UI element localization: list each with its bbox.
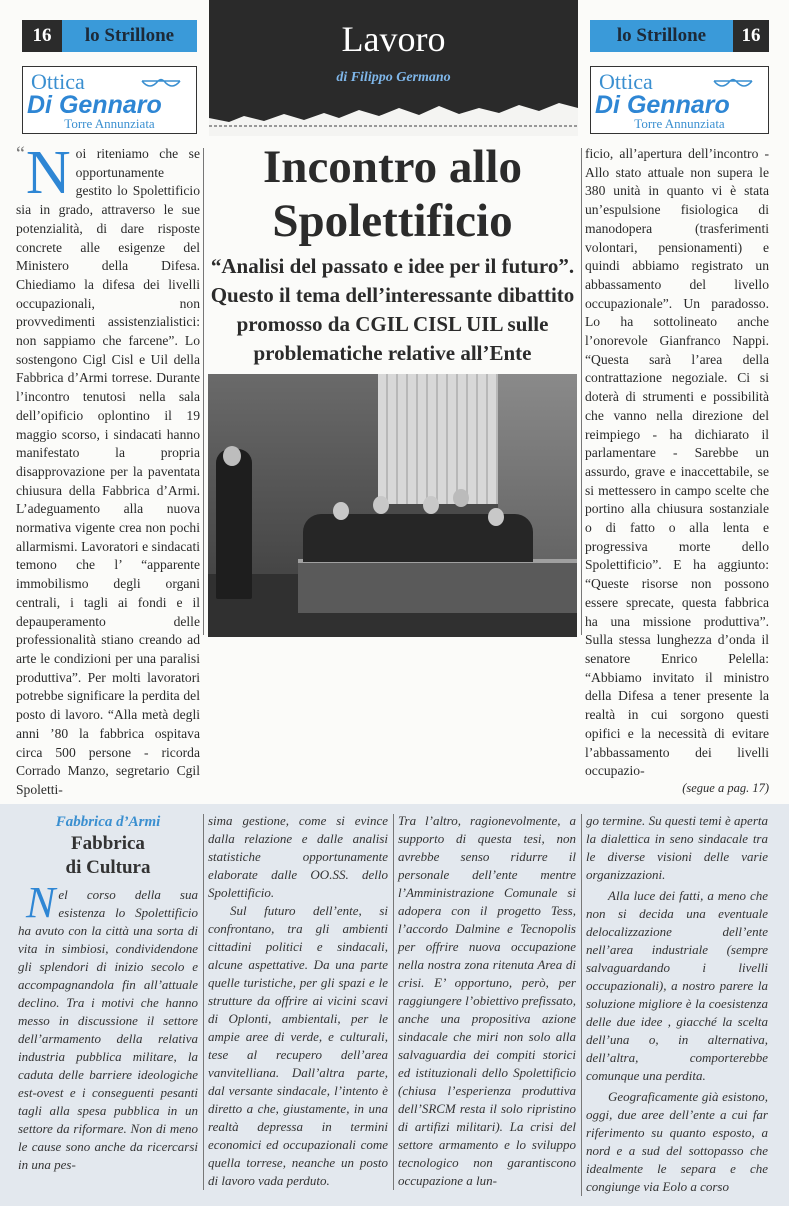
ad-line2: Di Gennaro [595, 91, 730, 119]
ad-line3: Torre Annunziata [64, 116, 155, 131]
article-text: oi riteniamo che se opportunamente gestito lo Spolettificio sia in grado, attraverso le sue potenzialità, di dare risposte concrete alle esigenze del Ministero della Difesa. Chiediamo la difesa dei livelli occupazionali, non provvedimenti assistenzialistici: non sappiamo che farcene”. Lo sostengono Cigl Cisl e Uil della Fabbrica d’Armi torrese. Durante l’incontro tenutosi nella sala dell’opificio oplontino il 19 maggio scorso, i sindacati hanno manifestato la propria disapprovazione per la paventata chiusura della Fabbrica d’Armi. L’adeguamento alla nuova normativa vigente crea non pochi allarmismi. Lavoratori e sindacati temono che l’ “apparente immobilismo degli organi centrali, i tagli ai fondi e il depauperamento delle professionalità stiano creando ad arte le condizioni per una paralisi produttiva”. Per molti lavoratori potrebbe significare la perdita del posto di lavoro. “Alla metà degli anni ’80 la fabbrica ospitava circa 500 persone - ricorda Corrado Manzo, segretario Cgil Spoletti- [16, 146, 200, 797]
sidebar-title-line1: Fabbrica [71, 832, 145, 854]
page-header-right [590, 20, 769, 52]
sidebar-paragraph: go termine. Su questi temi è aperta la dialettica in seno sindacale tra le diverse visioni delle varie organizzazioni. [586, 812, 768, 882]
article-photo [208, 374, 577, 637]
open-quote: “ [16, 143, 25, 165]
article-column-left [16, 139, 200, 800]
page-number: 16 [733, 20, 769, 52]
sidebar-text: el corso della sua esistenza lo Spolettificio ha avuto con la città una sorta di vita in simbiosi, condividendone gli splendori di inizio secolo e accompagnandola fin all’attuale declino. Tra i motivi che hanno messo in discussione il settore dell’armamento della relativa industria pubblica militare, la caduta delle barriere ideologiche est-ovest e i conseguenti pesanti tagli alla spesa pubblica in un settore da riformare. Non di meno le cause sono anche da ricercarsi in una pes- [18, 886, 198, 1172]
sidebar-paragraph: Alla luce dei fatti, a meno che non si decida una eventuale delocalizzazione dell’ente nell’area industriale (sempre salvaguardando i livelli occupazionali), a nostro parere la soluzione migliore è la coesistenza delle due idee , giacché la scelta dell’una o, in alternativa, dell’altra, comporterebbe comunque una perdita. [586, 887, 768, 1083]
main-article [0, 140, 789, 800]
sidebar-title-line2: di Cultura [65, 856, 151, 878]
article-column-right [585, 145, 769, 796]
paper-name: lo Strillone [590, 20, 733, 52]
sidebar-column-4 [586, 812, 768, 1196]
sidebar-paragraph: Geograficamente già esistono, oggi, due aree dell’ente a cui far riferimento su quanto esposto, a nord e a sud del sottopasso che idealmente le separa e che congiunge via Eolo a corso [586, 1088, 768, 1194]
kicker: Fabbrica d’Armi [55, 813, 161, 830]
paper-name: lo Strillone [62, 20, 197, 52]
ad-line1: Ottica [599, 69, 653, 94]
ad-line1: Ottica [31, 69, 85, 94]
torn-edge-decoration [209, 96, 578, 136]
section-title: Lavoro [341, 19, 446, 59]
ad-ottica-left [22, 66, 197, 134]
continued-note: (segue a pag. 17) [682, 780, 769, 795]
glasses-icon [140, 77, 182, 91]
glasses-icon [712, 77, 754, 91]
subtitle: “Analisi del passato e idee per il futuro”. Questo il tema dell’interessante dibattito promosso da CGIL CISL UIL sulle problematiche relative all’Ente [210, 254, 575, 365]
person-standing [216, 449, 252, 599]
page-header-left [22, 20, 197, 52]
ad-line3: Torre Annunziata [634, 116, 725, 131]
headline [208, 140, 577, 248]
drop-cap: N [25, 139, 71, 207]
sidebar-paragraph: Sul futuro dell’ente, si confrontano, tra gli ambienti cittadini politici e sindacali, alcune aspettative. Da una parte quelle turistiche, per gli spazi e le strutture da offrire ai vicini scavi di Oplonti, ambientali, per le ampie aree di verde, e culturali, tese al recupero dell’area vanvitelliana. Dall’altra parte, dal versante sindacale, l’intento è diretto a che, giustamente, in una realtà depressa in termini economici ed occupazionali come quella torrese, neanche un posto di lavoro vada perduto. [208, 902, 388, 1188]
conference-table [298, 559, 577, 613]
ad-ottica-right [590, 66, 769, 134]
headline-line2: Spolettificio [272, 195, 513, 247]
byline: di Filippo Germano [336, 70, 451, 85]
sidebar-column-3 [398, 812, 576, 1190]
page-number: 16 [22, 20, 62, 52]
drop-cap: N [26, 877, 56, 927]
article-center [208, 140, 577, 637]
sidebar-article [0, 804, 789, 1206]
section-banner [209, 0, 578, 136]
sidebar-column-2 [208, 812, 388, 1190]
headline-line1: Incontro allo [263, 141, 522, 193]
sidebar-column-1 [18, 812, 198, 1174]
sidebar-paragraph: sima gestione, come si evince dalla relazione e dalle analisi statistiche opportunamente elaborate dalle OO.SS. dello Spolettificio. [208, 812, 388, 900]
sidebar-paragraph: Tra l’altro, ragionevolmente, a supporto di questa tesi, non avrebbe senso ridurre il personale dell’ente mentre l’Amministrazione Comunale si adopera con il progetto Tess, l’accordo Dalmine e Tecnopolis per offrire nuova occupazione nella nostra zona ritenuta Area di crisi. E’ opportuno, però, per raggiungere l’obiettivo prefissato, anche una propositiva azione sindacale che miri non solo alla salvaguardia dei compiti storici ed istituzionali dello Spolettificio (chiusa l’esperienza produttiva dell’SRCM resta il solo ripristino di artifizi militari). La crisi del settore armamento e lo sviluppo tecnologico non garantiscono occupazione a lun- [398, 812, 576, 1188]
ad-line2: Di Gennaro [27, 91, 162, 119]
window-blinds [378, 374, 498, 504]
article-text: ficio, all’apertura dell’incontro - Allo stato attuale non supera le 380 unità in quanto vi è stata un’espulsione fisiologica di manodopera (trasferimenti volontari, pensionamenti) e quindi abbiamo registrato un abbassamento del livello occupazionale”. Un paradosso. Lo ha sottolineato anche l’onorevole Gianfranco Nappi. “Questa sarà l’area della contrattazione negoziale. Ci si doterà di strumenti e possibilità che vanno nella direzione del reimpiego - ha dichiarato il parlamentare - Sarebbe un assurdo, grave e inaccettabile, se si mettessero in campo scelte che portino alla chiusura sostanziale o di fatto o alla lenta e progressiva morte dello Spolettificio”. E ha aggiunto: “Queste risorse non possono essere sprecate, questa fabbrica ha una missione produttiva”. Sulla stessa lunghezza d’onda il senatore Enrico Pelella: “Abbiamo invitato il ministro della Difesa a tener presente la realtà in cui sorgono questi opifici e la necessità di evitare l’abbassamento dei livelli occupazio- [585, 146, 769, 779]
